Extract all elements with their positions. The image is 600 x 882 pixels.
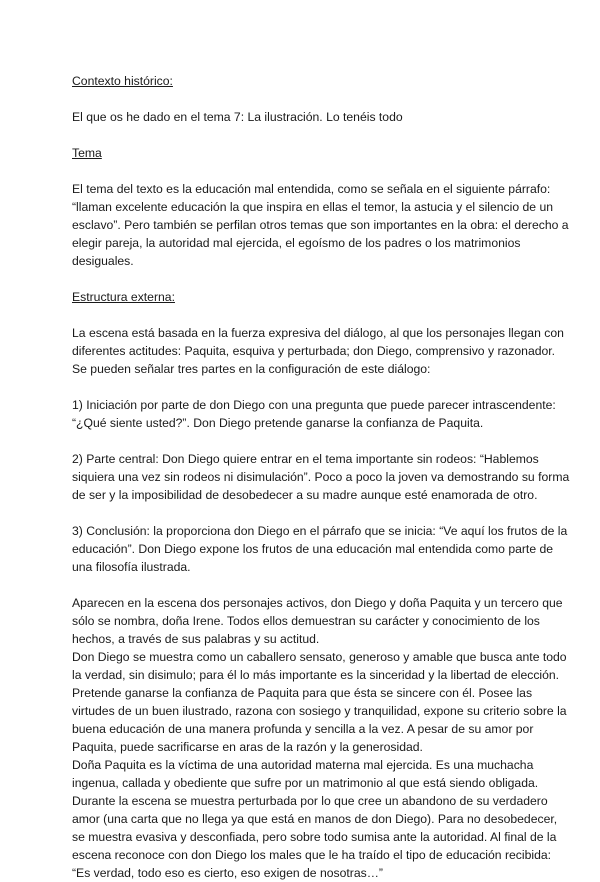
text-line: esclavo”. Pero también se perfilan otros temas que son importantes en la obra: el derecho a — [72, 218, 569, 232]
text-line: Se pueden señalar tres partes en la configuración de este diálogo: — [72, 362, 431, 376]
text-line: educación”. Don Diego expone los frutos de una educación mal entendida como parte de — [72, 542, 554, 556]
paragraph-personajes — [72, 594, 567, 882]
text-line: 3) Conclusión: la proporciona don Diego en el párrafo que se inicia: “Ve aquí los frutos de la — [72, 524, 568, 538]
text-line: hechos, a través de sus palabras y su actitud. — [72, 632, 320, 646]
text-line: sólo se nombra, doña Irene. Todos ellos demuestran su carácter y conocimiento de los — [72, 614, 540, 628]
text-line: la verdad, sin disimulo; para él lo más importante es la sinceridad y la libertad de elección. — [72, 668, 560, 682]
text-line: diferentes actitudes: Paquita, esquiva y perturbada; don Diego, comprensivo y razonador. — [72, 344, 556, 358]
text-line: se muestra evasiva y desconfiada, pero sobre todo sumisa ante la autoridad. Al final de la — [72, 830, 557, 844]
paragraph-parte-1 — [72, 396, 556, 432]
paragraph-parte-2 — [72, 450, 570, 504]
text-line: Doña Paquita es la víctima de una autoridad materna mal ejercida. Es una muchacha — [72, 758, 534, 772]
text-line: siquiera una vez sin rodeos ni disimulación”. Poco a poco la joven va demostrando su forma — [72, 470, 570, 484]
text-line: de ser y la imposibilidad de desobedecer a su madre aunque esté enamorada de otro. — [72, 488, 538, 502]
paragraph-estructura-intro — [72, 324, 564, 378]
text-line: Paquita, puede sacrificarse en aras de la razón y la generosidad. — [72, 740, 423, 754]
text-line: amor (una carta que no llega ya que está en manos de don Diego). Para no desobedecer, — [72, 812, 558, 826]
text-line: 1) Iniciación por parte de don Diego con una pregunta que puede parecer intrascendente: — [72, 398, 556, 412]
text-line: Pretende ganarse la confianza de Paquita para que ésta se sincere con él. Posee las — [72, 686, 533, 700]
text-line: Durante la escena se muestra perturbada por lo que cree un abandono de su verdadero — [72, 794, 548, 808]
text-line: La escena está basada en la fuerza expresiva del diálogo, al que los personajes llegan con — [72, 326, 564, 340]
paragraph-parte-3 — [72, 522, 568, 576]
text-line: El tema del texto es la educación mal entendida, como se señala en el siguiente párrafo: — [72, 182, 551, 196]
text-line: buena educación de una manera profunda y sencilla a la vez. A pesar de su amor por — [72, 722, 534, 736]
heading-tema: Tema — [72, 146, 102, 160]
document-page — [72, 72, 570, 882]
text-line: El que os he dado en el tema 7: La ilustración. Lo tenéis todo — [72, 110, 403, 124]
text-line: elegir pareja, la autoridad mal ejercida, el egoísmo de los padres o los matrimonios — [72, 236, 521, 250]
heading-contexto-historico: Contexto histórico: — [72, 74, 173, 88]
paragraph-contexto — [72, 108, 540, 126]
text-line: desiguales. — [72, 254, 134, 268]
text-line: “Es verdad, todo eso es cierto, eso exigen de nosotras…” — [72, 866, 383, 880]
text-line: Don Diego se muestra como un caballero sensato, generoso y amable que busca ante todo — [72, 650, 567, 664]
text-line: 2) Parte central: Don Diego quiere entrar en el tema importante sin rodeos: “Hablemos — [72, 452, 539, 466]
text-line: “llaman excelente educación la que inspira en ellas el temor, la astucia y el silencio de un — [72, 200, 554, 214]
heading-estructura-externa: Estructura externa: — [72, 290, 175, 304]
text-line: escena reconoce con don Diego los males que le ha traído el tipo de educación recibida: — [72, 848, 552, 862]
text-line: “¿Qué siente usted?”. Don Diego pretende ganarse la confianza de Paquita. — [72, 416, 484, 430]
text-line: una filosofía ilustrada. — [72, 560, 191, 574]
text-line: Aparecen en la escena dos personajes activos, don Diego y doña Paquita y un tercero que — [72, 596, 563, 610]
paragraph-tema — [72, 180, 569, 270]
text-line: virtudes de un buen ilustrado, razona con sosiego y tranquilidad, expone su criterio sobre la — [72, 704, 567, 718]
text-line: ingenua, callada y obediente que sufre por un matrimonio al que está siendo obligada. — [72, 776, 539, 790]
